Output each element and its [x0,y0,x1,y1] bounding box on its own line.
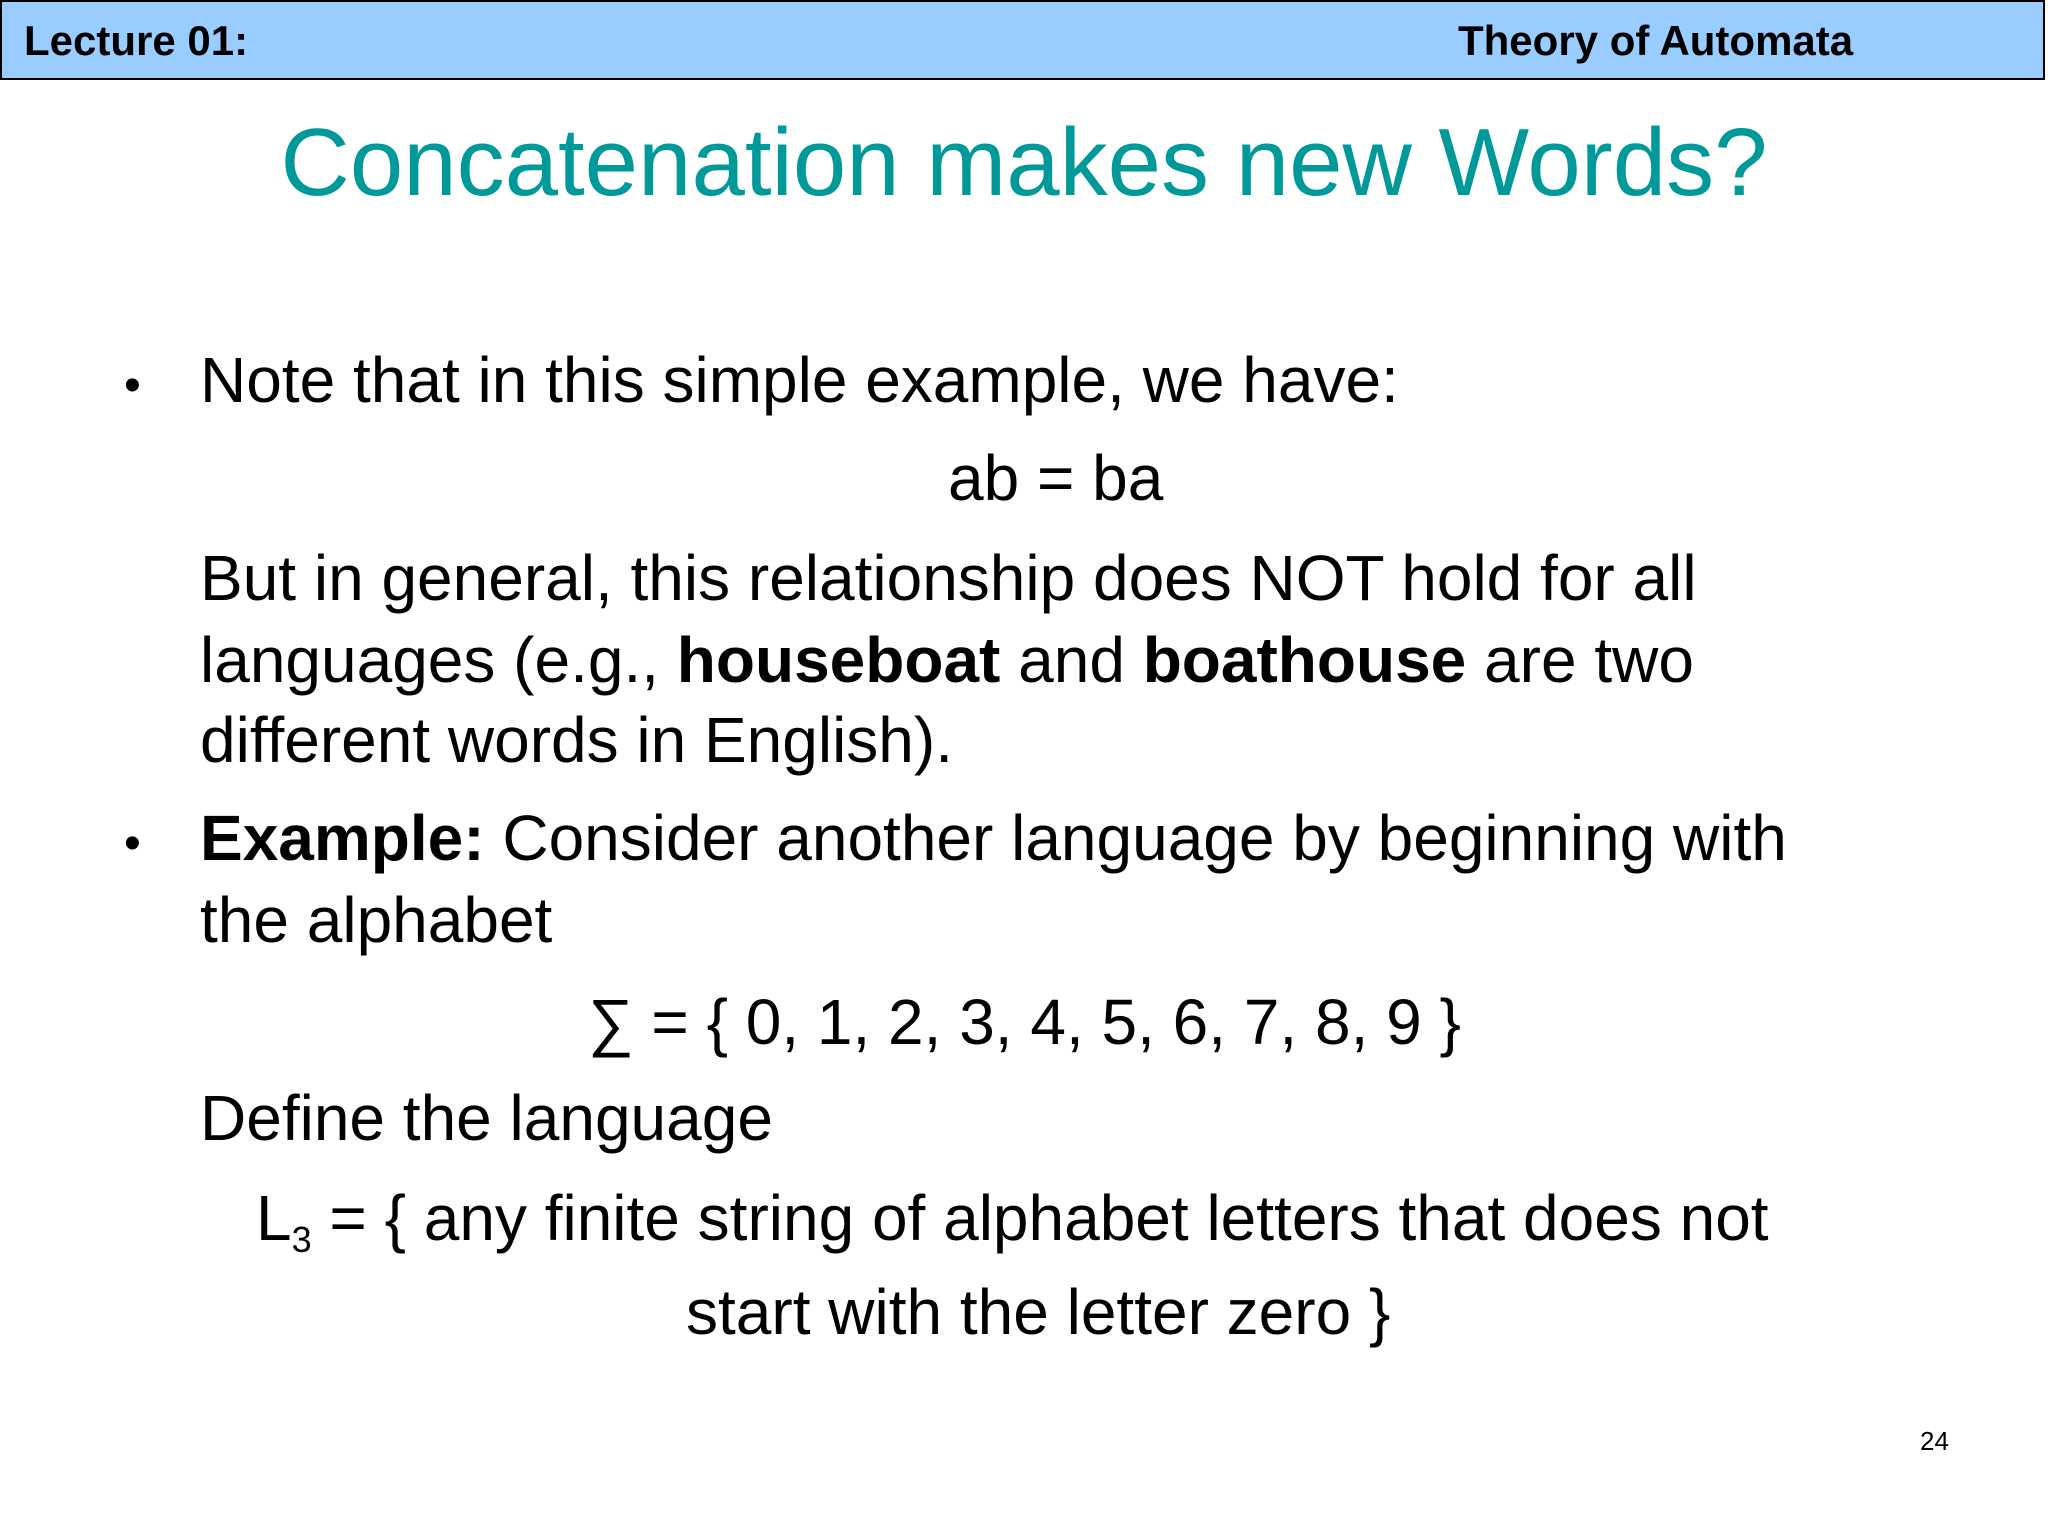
language-definition-line2: start with the letter zero } [686,1276,1391,1348]
example-label: Example: [200,802,485,874]
page-number: 24 [1920,1426,1949,1456]
alphabet-definition: ∑ = { 0, 1, 2, 3, 4, 5, 6, 7, 8, 9 } [588,986,1461,1058]
course-title: Theory of Automata [1458,17,1854,64]
bullet1-para-line1: But in general, this relationship does NOT hold for all [200,542,1697,614]
para-text-a: languages (e.g., [200,624,677,696]
word-boathouse: boathouse [1142,624,1467,696]
bullet2-line1-rest: Consider another language by beginning with [484,802,1787,874]
slide-title: Concatenation makes new Words? [280,109,1768,216]
bullet1-line1: Note that in this simple example, we have: [200,344,1399,416]
define-language-text: Define the language [200,1082,773,1154]
equation-ab-ba: ab = ba [948,442,1164,514]
para-text-b: and [1000,624,1143,696]
language-definition-line1 [256,1182,1769,1260]
word-houseboat: houseboat [676,624,1001,696]
bullet1-para-line2 [200,624,1694,698]
header-bar [0,0,2045,80]
language-definition-rest: = { any finite string of alphabet letters that does not [311,1182,1769,1254]
lecture-label: Lecture 01: [24,17,249,64]
language-symbol: L [256,1182,292,1254]
bullet1-para-line3: different words in English). [200,704,953,776]
language-subscript: 3 [291,1219,312,1260]
para-text-c: are two [1466,624,1694,696]
bullet2-line1 [200,802,1787,876]
bullet2-line2: the alphabet [200,884,553,956]
bullet-marker-2: • [124,817,141,870]
bullet-marker-1: • [124,359,141,412]
